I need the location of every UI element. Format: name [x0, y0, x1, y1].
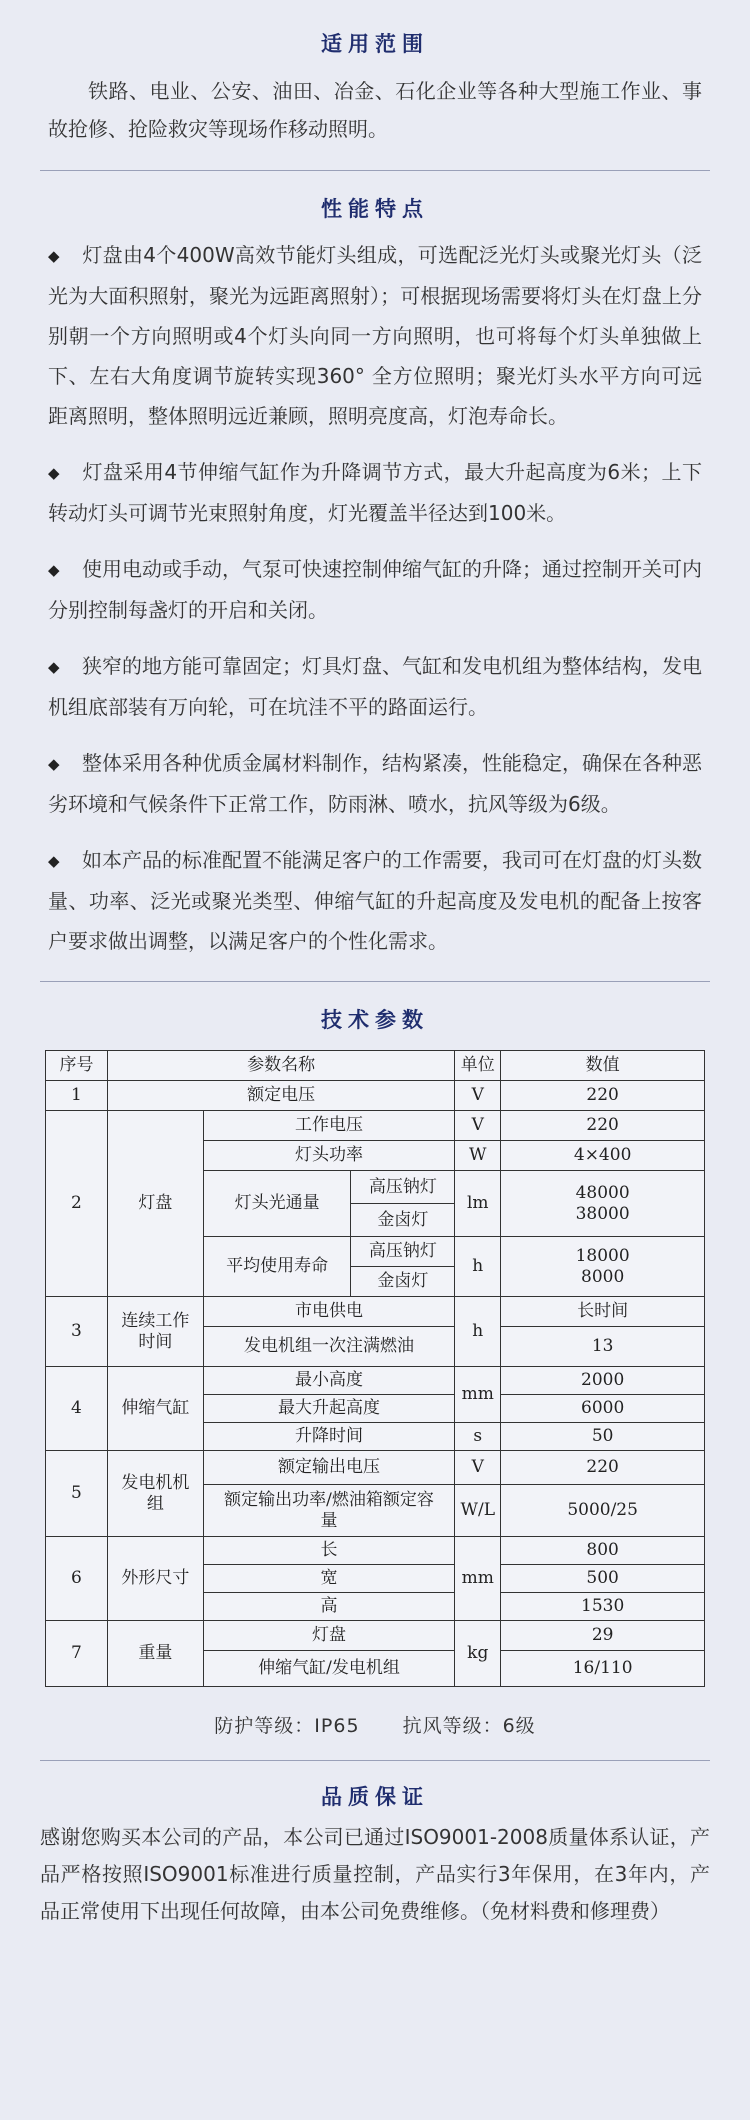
header-value: 数值 — [501, 1051, 705, 1081]
table-row: 3 连续工作时间 市电供电 h 长时间 — [46, 1297, 705, 1327]
header-name: 参数名称 — [107, 1051, 454, 1081]
rating-line — [0, 1711, 750, 1738]
diamond-bullet-icon: ◆ — [48, 561, 60, 579]
table-row: 灯头功率 W 4×400 — [46, 1141, 705, 1171]
diamond-bullet-icon: ◆ — [48, 464, 60, 482]
header-no: 序号 — [46, 1051, 108, 1081]
table-row: 宽 500 — [46, 1565, 705, 1593]
feature-item: ◆ 如本产品的标准配置不能满足客户的工作需要，我司可在灯盘的灯头数量、功率、泛光或聚光类型、伸缩气缸的升起高度及发电机的配备上按客户要求做出调整，以满足客户的个性化需求。 — [48, 840, 702, 961]
diamond-bullet-icon: ◆ — [48, 247, 60, 265]
table-row: 平均使用寿命 高压钠灯 h 18000 8000 — [46, 1237, 705, 1267]
table-row: 升降时间 s 50 — [46, 1423, 705, 1451]
diamond-bullet-icon: ◆ — [48, 755, 60, 773]
quality-text: 感谢您购买本公司的产品，本公司已通过ISO9001-2008质量体系认证，产品严格按照ISO9001标准进行质量控制，产品实行3年保用，在3年内，产品正常使用下出现任何故障，由本公司免费维修。（免材料费和修理费） — [40, 1825, 710, 1923]
table-row: 2 灯盘 工作电压 V 220 — [46, 1111, 705, 1141]
table-row: 6 外形尺寸 长 mm 800 — [46, 1537, 705, 1565]
table-row: 灯头光通量 高压钠灯 lm 48000 38000 — [46, 1171, 705, 1204]
features-title: 性能特点 — [321, 197, 429, 221]
table-row: 5 发电机机组 额定输出电压 V 220 — [46, 1451, 705, 1485]
scope-title: 适用范围 — [321, 32, 429, 56]
table-row: 金卤灯 — [46, 1204, 705, 1237]
tech-title: 技术参数 — [321, 1008, 429, 1032]
table-row: 额定输出功率/燃油箱额定容量 W/L 5000/25 — [46, 1485, 705, 1537]
scope-text: 铁路、电业、公安、油田、冶金、石化企业等各种大型施工作业、事故抢修、抢险救灾等现场作移动照明。 — [48, 79, 702, 141]
table-row: 最大升起高度 6000 — [46, 1395, 705, 1423]
table-row: 1 额定电压 V 220 — [46, 1081, 705, 1111]
feature-item: ◆ 整体采用各种优质金属材料制作，结构紧凑，性能稳定，确保在各种恶劣环境和气候条件下正常工作，防雨淋、喷水，抗风等级为6级。 — [48, 743, 702, 824]
table-row: 4 伸缩气缸 最小高度 mm 2000 — [46, 1367, 705, 1395]
table-row: 金卤灯 — [46, 1267, 705, 1297]
table-row: 7 重量 灯盘 kg 29 — [46, 1621, 705, 1651]
diamond-bullet-icon: ◆ — [48, 658, 60, 676]
feature-item: ◆ 狭窄的地方能可靠固定；灯具灯盘、气缸和发电机组为整体结构，发电机组底部装有万向轮，可在坑洼不平的路面运行。 — [48, 646, 702, 727]
table-row: 伸缩气缸/发电机组 16/110 — [46, 1651, 705, 1687]
feature-item: ◆ 使用电动或手动，气泵可快速控制伸缩气缸的升降；通过控制开关可内分别控制每盏灯的开启和关闭。 — [48, 549, 702, 630]
table-row: 发电机组一次注满燃油 13 — [46, 1327, 705, 1367]
feature-item: ◆ 灯盘采用4节伸缩气缸作为升降调节方式，最大升起高度为6米；上下转动灯头可调节光束照射角度，灯光覆盖半径达到100米。 — [48, 452, 702, 533]
header-unit: 单位 — [455, 1051, 501, 1081]
spec-table — [45, 1050, 705, 1687]
protection-rating: 防护等级：IP65 — [214, 1715, 360, 1737]
diamond-bullet-icon: ◆ — [48, 852, 60, 870]
feature-item: ◆ 灯盘由4个400W高效节能灯头组成，可选配泛光灯头或聚光灯头（泛光为大面积照射，聚光为远距离照射）；可根据现场需要将灯头在灯盘上分别朝一个方向照明或4个灯头向同一方向照明，也可将每个灯头单独做上下、左右大角度调节旋转实现360° 全方位照明；聚光灯头水平方向可远距离照明，整体照明远近兼顾，照明亮度高，灯泡寿命长。 — [48, 235, 702, 436]
wind-rating: 抗风等级：6级 — [402, 1715, 536, 1737]
table-row: 高 1530 — [46, 1593, 705, 1621]
table-header-row — [46, 1051, 705, 1081]
quality-title: 品质保证 — [321, 1785, 429, 1809]
